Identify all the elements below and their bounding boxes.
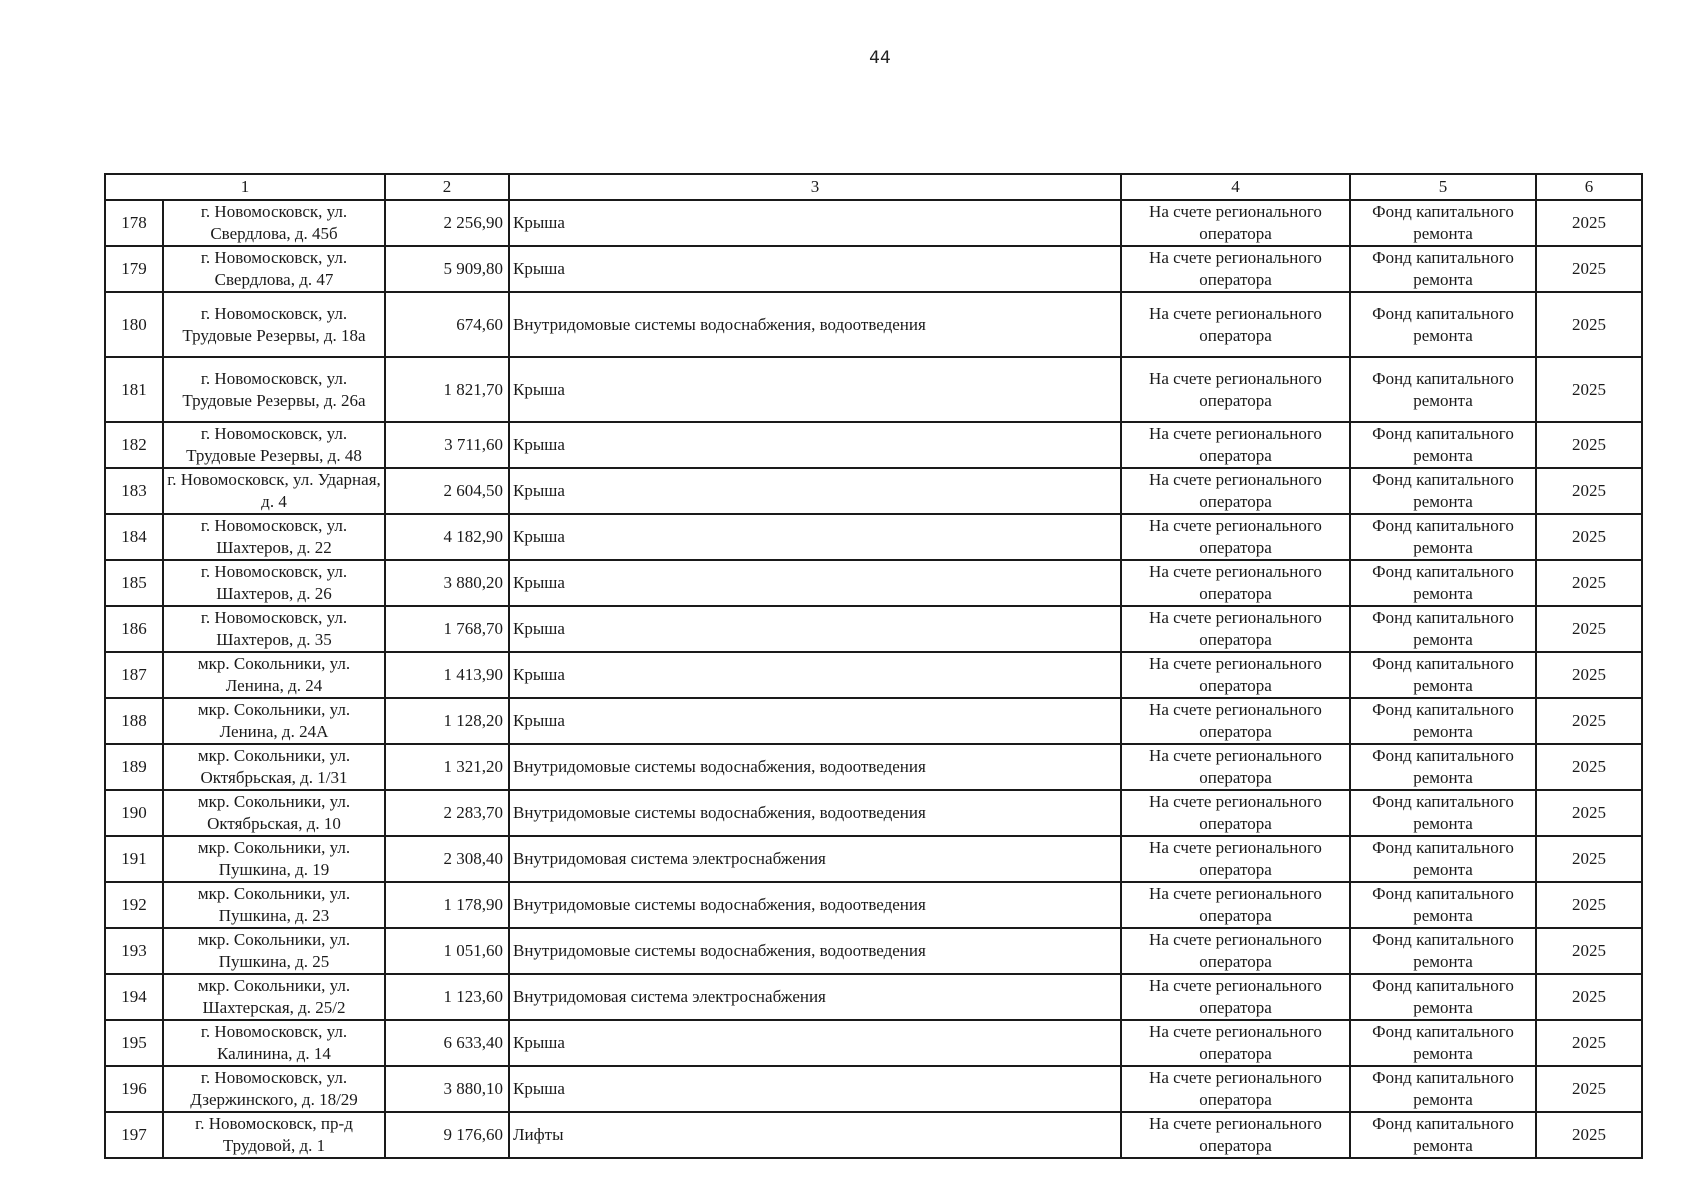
account-cell: На счете регионального оператора — [1121, 560, 1350, 606]
work-type-cell: Внутридомовые системы водоснабжения, водоотведения — [509, 882, 1121, 928]
area-cell: 5 909,80 — [385, 246, 509, 292]
address-cell: мкр. Сокольники, ул. Пушкина, д. 23 — [163, 882, 385, 928]
column-header-5: 5 — [1350, 174, 1536, 200]
account-cell: На счете регионального оператора — [1121, 1112, 1350, 1158]
row-number: 183 — [105, 468, 163, 514]
funding-source-cell: Фонд капитального ремонта — [1350, 357, 1536, 422]
year-cell: 2025 — [1536, 1112, 1642, 1158]
table-row — [105, 606, 1642, 652]
row-number: 190 — [105, 790, 163, 836]
address-cell: г. Новомосковск, ул. Свердлова, д. 45б — [163, 200, 385, 246]
year-cell: 2025 — [1536, 790, 1642, 836]
funding-source-cell: Фонд капитального ремонта — [1350, 1020, 1536, 1066]
area-cell: 1 413,90 — [385, 652, 509, 698]
work-type-cell: Крыша — [509, 652, 1121, 698]
funding-source-cell: Фонд капитального ремонта — [1350, 606, 1536, 652]
account-cell: На счете регионального оператора — [1121, 1066, 1350, 1112]
work-type-cell: Крыша — [509, 1020, 1121, 1066]
work-type-cell: Крыша — [509, 514, 1121, 560]
year-cell: 2025 — [1536, 606, 1642, 652]
row-number: 179 — [105, 246, 163, 292]
area-cell: 9 176,60 — [385, 1112, 509, 1158]
work-type-cell: Крыша — [509, 246, 1121, 292]
year-cell: 2025 — [1536, 514, 1642, 560]
table-row — [105, 468, 1642, 514]
area-cell: 3 880,10 — [385, 1066, 509, 1112]
funding-source-cell: Фонд капитального ремонта — [1350, 974, 1536, 1020]
table-row — [105, 1066, 1642, 1112]
row-number: 185 — [105, 560, 163, 606]
row-number: 180 — [105, 292, 163, 357]
row-number: 197 — [105, 1112, 163, 1158]
work-type-cell: Внутридомовая система электроснабжения — [509, 974, 1121, 1020]
account-cell: На счете регионального оператора — [1121, 200, 1350, 246]
address-cell: г. Новомосковск, ул. Трудовые Резервы, д. 48 — [163, 422, 385, 468]
funding-source-cell: Фонд капитального ремонта — [1350, 836, 1536, 882]
year-cell: 2025 — [1536, 836, 1642, 882]
year-cell: 2025 — [1536, 1020, 1642, 1066]
work-type-cell: Внутридомовые системы водоснабжения, водоотведения — [509, 744, 1121, 790]
year-cell: 2025 — [1536, 744, 1642, 790]
area-cell: 2 256,90 — [385, 200, 509, 246]
account-cell: На счете регионального оператора — [1121, 882, 1350, 928]
work-type-cell: Крыша — [509, 468, 1121, 514]
table-row — [105, 292, 1642, 357]
address-cell: г. Новомосковск, ул. Трудовые Резервы, д. 18а — [163, 292, 385, 357]
table-row — [105, 882, 1642, 928]
funding-source-cell: Фонд капитального ремонта — [1350, 246, 1536, 292]
row-number: 178 — [105, 200, 163, 246]
table-row — [105, 200, 1642, 246]
address-cell: мкр. Сокольники, ул. Ленина, д. 24А — [163, 698, 385, 744]
row-number: 181 — [105, 357, 163, 422]
table-row — [105, 1020, 1642, 1066]
work-type-cell: Крыша — [509, 422, 1121, 468]
address-cell: г. Новомосковск, ул. Ударная, д. 4 — [163, 468, 385, 514]
funding-source-cell: Фонд капитального ремонта — [1350, 200, 1536, 246]
funding-source-cell: Фонд капитального ремонта — [1350, 422, 1536, 468]
account-cell: На счете регионального оператора — [1121, 698, 1350, 744]
row-number: 191 — [105, 836, 163, 882]
table-row — [105, 357, 1642, 422]
address-cell: г. Новомосковск, ул. Шахтеров, д. 22 — [163, 514, 385, 560]
area-cell: 3 711,60 — [385, 422, 509, 468]
account-cell: На счете регионального оператора — [1121, 652, 1350, 698]
table-row — [105, 698, 1642, 744]
area-cell: 6 633,40 — [385, 1020, 509, 1066]
funding-source-cell: Фонд капитального ремонта — [1350, 698, 1536, 744]
account-cell: На счете регионального оператора — [1121, 974, 1350, 1020]
account-cell: На счете регионального оператора — [1121, 292, 1350, 357]
row-number: 189 — [105, 744, 163, 790]
table-row — [105, 514, 1642, 560]
area-cell: 674,60 — [385, 292, 509, 357]
work-type-cell: Внутридомовые системы водоснабжения, водоотведения — [509, 790, 1121, 836]
year-cell: 2025 — [1536, 292, 1642, 357]
work-type-cell: Крыша — [509, 1066, 1121, 1112]
address-cell: мкр. Сокольники, ул. Пушкина, д. 19 — [163, 836, 385, 882]
row-number: 193 — [105, 928, 163, 974]
year-cell: 2025 — [1536, 928, 1642, 974]
funding-source-cell: Фонд капитального ремонта — [1350, 882, 1536, 928]
table-row — [105, 652, 1642, 698]
funding-source-cell: Фонд капитального ремонта — [1350, 790, 1536, 836]
account-cell: На счете регионального оператора — [1121, 606, 1350, 652]
account-cell: На счете регионального оператора — [1121, 246, 1350, 292]
page-number: 44 — [869, 48, 891, 68]
address-cell: мкр. Сокольники, ул. Октябрьская, д. 1/31 — [163, 744, 385, 790]
account-cell: На счете регионального оператора — [1121, 514, 1350, 560]
work-type-cell: Крыша — [509, 357, 1121, 422]
funding-source-cell: Фонд капитального ремонта — [1350, 652, 1536, 698]
work-type-cell: Внутридомовая система электроснабжения — [509, 836, 1121, 882]
area-cell: 4 182,90 — [385, 514, 509, 560]
column-header-3: 3 — [509, 174, 1121, 200]
work-type-cell: Крыша — [509, 200, 1121, 246]
row-number: 188 — [105, 698, 163, 744]
table-row — [105, 560, 1642, 606]
area-cell: 2 604,50 — [385, 468, 509, 514]
address-cell: г. Новомосковск, ул. Шахтеров, д. 26 — [163, 560, 385, 606]
year-cell: 2025 — [1536, 1066, 1642, 1112]
address-cell: мкр. Сокольники, ул. Ленина, д. 24 — [163, 652, 385, 698]
funding-source-cell: Фонд капитального ремонта — [1350, 1112, 1536, 1158]
row-number: 192 — [105, 882, 163, 928]
address-cell: г. Новомосковск, ул. Калинина, д. 14 — [163, 1020, 385, 1066]
row-number: 187 — [105, 652, 163, 698]
row-number: 196 — [105, 1066, 163, 1112]
row-number: 186 — [105, 606, 163, 652]
area-cell: 3 880,20 — [385, 560, 509, 606]
capital-repair-table — [104, 173, 1643, 1159]
row-number: 194 — [105, 974, 163, 1020]
year-cell: 2025 — [1536, 560, 1642, 606]
year-cell: 2025 — [1536, 200, 1642, 246]
table-row — [105, 836, 1642, 882]
account-cell: На счете регионального оператора — [1121, 744, 1350, 790]
area-cell: 2 308,40 — [385, 836, 509, 882]
table-row — [105, 246, 1642, 292]
account-cell: На счете регионального оператора — [1121, 357, 1350, 422]
area-cell: 1 821,70 — [385, 357, 509, 422]
address-cell: г. Новомосковск, ул. Трудовые Резервы, д. 26а — [163, 357, 385, 422]
funding-source-cell: Фонд капитального ремонта — [1350, 560, 1536, 606]
address-cell: мкр. Сокольники, ул. Октябрьская, д. 10 — [163, 790, 385, 836]
address-cell: г. Новомосковск, ул. Свердлова, д. 47 — [163, 246, 385, 292]
address-cell: мкр. Сокольники, ул. Пушкина, д. 25 — [163, 928, 385, 974]
work-type-cell: Внутридомовые системы водоснабжения, водоотведения — [509, 292, 1121, 357]
work-type-cell: Крыша — [509, 606, 1121, 652]
account-cell: На счете регионального оператора — [1121, 1020, 1350, 1066]
area-cell: 1 128,20 — [385, 698, 509, 744]
funding-source-cell: Фонд капитального ремонта — [1350, 514, 1536, 560]
table-row — [105, 790, 1642, 836]
funding-source-cell: Фонд капитального ремонта — [1350, 744, 1536, 790]
capital-repair-table-container — [104, 173, 1643, 1159]
funding-source-cell: Фонд капитального ремонта — [1350, 928, 1536, 974]
row-number: 184 — [105, 514, 163, 560]
work-type-cell: Крыша — [509, 698, 1121, 744]
column-header-6: 6 — [1536, 174, 1642, 200]
table-row — [105, 422, 1642, 468]
column-header-1: 1 — [105, 174, 385, 200]
column-header-4: 4 — [1121, 174, 1350, 200]
year-cell: 2025 — [1536, 652, 1642, 698]
table-row — [105, 1112, 1642, 1158]
funding-source-cell: Фонд капитального ремонта — [1350, 1066, 1536, 1112]
work-type-cell: Крыша — [509, 560, 1121, 606]
address-cell: мкр. Сокольники, ул. Шахтерская, д. 25/2 — [163, 974, 385, 1020]
table-row — [105, 744, 1642, 790]
table-row — [105, 974, 1642, 1020]
account-cell: На счете регионального оператора — [1121, 836, 1350, 882]
table-row — [105, 928, 1642, 974]
account-cell: На счете регионального оператора — [1121, 468, 1350, 514]
area-cell: 1 178,90 — [385, 882, 509, 928]
funding-source-cell: Фонд капитального ремонта — [1350, 292, 1536, 357]
year-cell: 2025 — [1536, 698, 1642, 744]
funding-source-cell: Фонд капитального ремонта — [1350, 468, 1536, 514]
account-cell: На счете регионального оператора — [1121, 790, 1350, 836]
account-cell: На счете регионального оператора — [1121, 422, 1350, 468]
area-cell: 2 283,70 — [385, 790, 509, 836]
column-header-2: 2 — [385, 174, 509, 200]
table-body — [105, 200, 1642, 1158]
year-cell: 2025 — [1536, 422, 1642, 468]
year-cell: 2025 — [1536, 357, 1642, 422]
address-cell: г. Новомосковск, ул. Дзержинского, д. 18/29 — [163, 1066, 385, 1112]
area-cell: 1 768,70 — [385, 606, 509, 652]
year-cell: 2025 — [1536, 468, 1642, 514]
header-row — [105, 174, 1642, 200]
address-cell: г. Новомосковск, ул. Шахтеров, д. 35 — [163, 606, 385, 652]
area-cell: 1 051,60 — [385, 928, 509, 974]
year-cell: 2025 — [1536, 246, 1642, 292]
area-cell: 1 123,60 — [385, 974, 509, 1020]
row-number: 195 — [105, 1020, 163, 1066]
work-type-cell: Внутридомовые системы водоснабжения, водоотведения — [509, 928, 1121, 974]
row-number: 182 — [105, 422, 163, 468]
year-cell: 2025 — [1536, 882, 1642, 928]
year-cell: 2025 — [1536, 974, 1642, 1020]
address-cell: г. Новомосковск, пр-д Трудовой, д. 1 — [163, 1112, 385, 1158]
account-cell: На счете регионального оператора — [1121, 928, 1350, 974]
area-cell: 1 321,20 — [385, 744, 509, 790]
work-type-cell: Лифты — [509, 1112, 1121, 1158]
